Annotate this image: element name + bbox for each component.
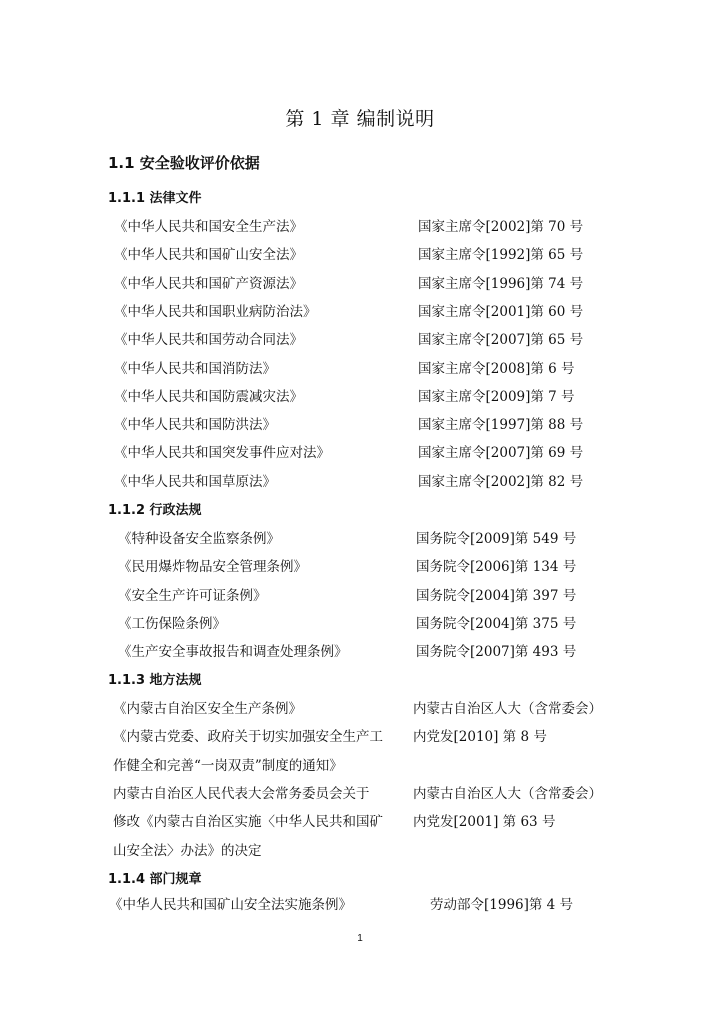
citation-reference: 国务院令[2007]第 493 号 — [416, 644, 577, 661]
citation-row — [114, 243, 714, 263]
citation-title: 《中华人民共和国劳动合同法》 — [114, 332, 303, 349]
citation-reference: 国家主席令[2002]第 82 号 — [418, 473, 584, 490]
citation-title: 《中华人民共和国职业病防治法》 — [114, 303, 317, 320]
citation-row — [114, 385, 714, 405]
citation-row — [113, 839, 713, 859]
citation-row — [113, 810, 713, 830]
citation-reference: 国家主席令[1996]第 74 号 — [418, 275, 584, 292]
citation-reference: 国家主席令[2007]第 69 号 — [418, 445, 584, 462]
citation-title: 作健全和完善“一岗双责”制度的通知》 — [113, 757, 343, 774]
citation-row — [109, 893, 709, 913]
citation-row — [118, 527, 718, 547]
citation-title: 《中华人民共和国防震减灾法》 — [114, 388, 303, 405]
citation-reference: 内蒙古自治区人大（含常委会） — [413, 701, 602, 717]
citation-title: 《生产安全事故报告和调查处理条例》 — [118, 644, 348, 661]
citation-row — [114, 357, 714, 377]
laws-heading: 1.1.1 法律文件 — [108, 191, 202, 206]
citation-reference: 内蒙古自治区人大（含常委会） — [413, 785, 602, 802]
citation-reference: 国务院令[2009]第 549 号 — [416, 531, 577, 547]
page-number: 1 — [357, 933, 363, 944]
citation-reference: 内党发[2001] 第 63 号 — [413, 814, 556, 831]
citation-reference: 国务院令[2004]第 397 号 — [416, 587, 577, 604]
citation-title: 《中华人民共和国矿山安全法》 — [114, 247, 303, 264]
citation-reference: 国务院令[2006]第 134 号 — [416, 559, 577, 576]
citation-title: 《中华人民共和国草原法》 — [114, 473, 276, 490]
citation-title: 《内蒙古自治区安全生产条例》 — [113, 701, 302, 717]
citation-reference: 国家主席令[1997]第 88 号 — [418, 417, 584, 434]
citation-reference: 国家主席令[2008]第 6 号 — [418, 360, 575, 377]
citation-title: 《中华人民共和国矿山安全法实施条例》 — [109, 897, 352, 913]
citation-row — [118, 612, 718, 632]
citation-row — [118, 555, 718, 575]
citation-row — [118, 640, 718, 660]
citation-row — [114, 215, 714, 235]
citation-title: 《中华人民共和国防洪法》 — [114, 417, 276, 434]
citation-reference: 内党发[2010] 第 8 号 — [413, 729, 547, 746]
citation-row — [113, 782, 713, 802]
citation-reference: 国家主席令[2007]第 65 号 — [418, 332, 584, 349]
citation-title: 《工伤保险条例》 — [118, 615, 226, 632]
citation-row — [114, 470, 714, 490]
section-title: 1.1 安全验收评价依据 — [108, 154, 260, 172]
citation-title: 《民用爆炸物品安全管理条例》 — [118, 559, 307, 576]
citation-title: 《内蒙古党委、政府关于切实加强安全生产工 — [113, 729, 383, 746]
local-regulations-heading: 1.1.3 地方法规 — [108, 673, 202, 688]
citation-title: 《中华人民共和国安全生产法》 — [114, 219, 303, 235]
citation-reference: 国务院令[2004]第 375 号 — [416, 615, 577, 632]
regulations-heading: 1.1.2 行政法规 — [108, 503, 202, 518]
citation-title: 《中华人民共和国矿产资源法》 — [114, 275, 303, 292]
citation-row — [113, 725, 713, 745]
citation-reference: 劳动部令[1996]第 4 号 — [430, 897, 574, 913]
citation-row — [114, 300, 714, 320]
citation-row — [113, 697, 713, 717]
citation-reference: 国家主席令[2009]第 7 号 — [418, 388, 575, 405]
citation-row — [118, 584, 718, 604]
citation-title: 《安全生产许可证条例》 — [118, 587, 267, 604]
chapter-title: 第 1 章 编制说明 — [285, 108, 435, 130]
citation-reference: 国家主席令[2001]第 60 号 — [418, 303, 584, 320]
citation-reference: 国家主席令[1992]第 65 号 — [418, 247, 584, 264]
citation-title: 《特种设备安全监察条例》 — [118, 531, 280, 547]
citation-title: 山安全法〉办法》的决定 — [113, 842, 262, 859]
citation-title: 《中华人民共和国突发事件应对法》 — [114, 445, 330, 462]
citation-title: 《中华人民共和国消防法》 — [114, 360, 276, 377]
citation-row — [114, 441, 714, 461]
citation-title: 内蒙古自治区人民代表大会常务委员会关于 — [113, 785, 370, 802]
citation-row — [113, 754, 713, 774]
citation-row — [114, 328, 714, 348]
citation-row — [114, 413, 714, 433]
citation-title: 修改《内蒙古自治区实施〈中华人民共和国矿 — [113, 814, 383, 831]
department-rules-heading: 1.1.4 部门规章 — [108, 872, 202, 887]
citation-row — [114, 272, 714, 292]
citation-reference: 国家主席令[2002]第 70 号 — [418, 219, 584, 235]
